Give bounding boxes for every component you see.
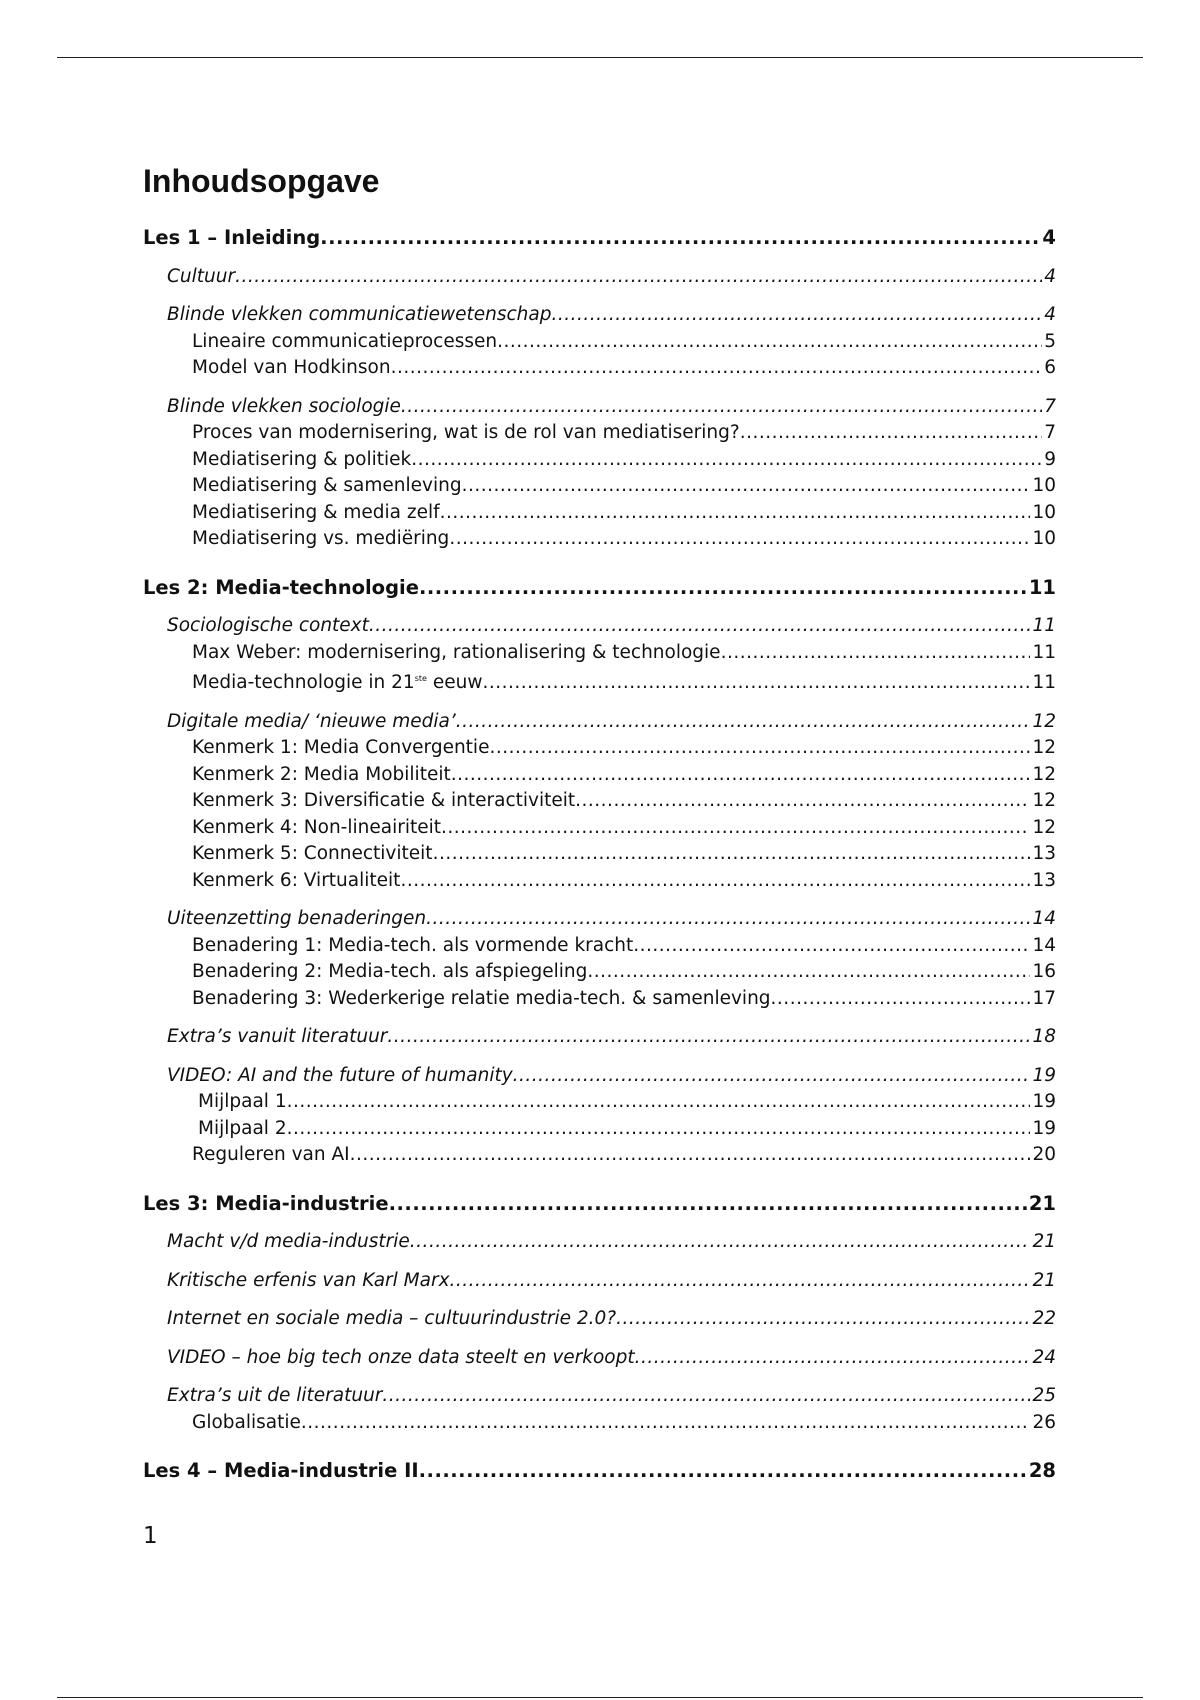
toc-entry-page: 22: [1032, 1308, 1056, 1330]
toc-entry-title: Extra’s vanuit literatuur: [167, 1026, 388, 1048]
dot-leader: [633, 933, 1030, 960]
dot-leader: [287, 1089, 1031, 1116]
toc-entry-title: Kenmerk 3: Diversificatie & interactiviteit: [192, 790, 576, 812]
toc-entry-video-ai-future[interactable]: [143, 1063, 1056, 1090]
toc-entry-page: 11: [1032, 672, 1056, 694]
dot-leader: [391, 355, 1043, 382]
toc-entry-page: 11: [1032, 641, 1056, 663]
dot-leader: [410, 1229, 1031, 1256]
toc-entry-page: 4: [1044, 265, 1056, 287]
toc-entry-title: Benadering 1: Media-tech. als vormende kracht: [192, 934, 634, 956]
toc-entry-title: Proces van modernisering, wat is de rol van mediatisering?: [192, 422, 740, 443]
toc-entry-video-big-tech[interactable]: [143, 1345, 1056, 1372]
dot-leader: [456, 709, 1031, 736]
toc-entry-mediatisering-media-zelf[interactable]: [143, 500, 1056, 527]
toc-entry-title: Macht v/d media-industrie: [167, 1231, 410, 1253]
dot-leader: [575, 788, 1030, 815]
toc-entry-extras-uit-literatuur[interactable]: [143, 1383, 1056, 1410]
dot-leader: [450, 1268, 1031, 1295]
toc-entry-page: 26: [1032, 1411, 1056, 1433]
toc-entry-page: 19: [1032, 1091, 1056, 1113]
dot-leader: [482, 670, 1030, 697]
toc-entry-page: 12: [1032, 816, 1056, 838]
toc-entry-page: 12: [1032, 737, 1056, 759]
toc-entry-title: Extra’s uit de literatuur: [167, 1385, 383, 1407]
toc-entry-title: Internet en sociale media – cultuurindustrie 2.0?: [167, 1308, 617, 1330]
toc-entry-title: Benadering 2: Media-tech. als afspiegeling: [192, 961, 588, 983]
toc-entry-page: 10: [1032, 501, 1056, 523]
toc-entry-page: 14: [1032, 908, 1056, 930]
toc-entry-les4[interactable]: [143, 1458, 1056, 1485]
toc-entry-page: 4: [1044, 304, 1056, 325]
toc-entry-page: 20: [1032, 1144, 1056, 1166]
toc-entry-kenmerk-4[interactable]: [143, 815, 1056, 842]
toc-entry-title: Kenmerk 6: Virtualiteit: [192, 869, 401, 891]
toc-entry-title: Cultuur: [167, 265, 236, 287]
toc-entry-blinde-vlekken-sociologie[interactable]: [143, 394, 1056, 421]
toc-entry-sociologische-context[interactable]: [143, 613, 1056, 640]
dot-leader: [551, 302, 1042, 329]
table-of-contents: [143, 225, 1056, 1485]
dot-leader: [369, 613, 1031, 640]
toc-entry-cultuur[interactable]: [143, 264, 1056, 291]
dot-leader: [411, 447, 1042, 474]
toc-entry-proces-modernisering[interactable]: [143, 420, 1056, 447]
toc-entry-media-technologie-21ste-eeuw[interactable]: [143, 666, 1056, 697]
page-title: Inhoudsopgave: [143, 163, 380, 199]
toc-entry-mediatisering-politiek[interactable]: [143, 447, 1056, 474]
toc-entry-title: Blinde vlekken communicatiewetenschap: [167, 304, 552, 325]
dot-leader: [489, 735, 1030, 762]
dot-leader: [350, 1142, 1031, 1169]
toc-entry-mediatisering-vs-mediering[interactable]: [143, 526, 1056, 553]
toc-entry-blinde-vlekken-communicatie[interactable]: [143, 302, 1056, 329]
dot-leader: [433, 841, 1031, 868]
dot-leader: [740, 420, 1043, 447]
toc-entry-mediatisering-samenleving[interactable]: [143, 473, 1056, 500]
toc-entry-extras-literatuur[interactable]: [143, 1024, 1056, 1051]
toc-entry-page: 9: [1044, 448, 1056, 470]
toc-entry-page: 7: [1044, 395, 1056, 417]
toc-entry-title: Kenmerk 4: Non-lineairiteit: [192, 816, 442, 838]
dot-leader: [497, 329, 1042, 356]
toc-entry-les1[interactable]: [143, 225, 1056, 252]
dot-leader: [616, 1306, 1030, 1333]
dot-leader: [513, 1063, 1031, 1090]
toc-entry-title: Blinde vlekken sociologie: [167, 395, 401, 417]
toc-entry-page: 24: [1032, 1346, 1056, 1368]
toc-entry-title: VIDEO: AI and the future of humanity: [167, 1064, 513, 1086]
toc-entry-benadering-3[interactable]: [143, 986, 1056, 1013]
footer-rule: [57, 1697, 1143, 1698]
toc-entry-page: 12: [1032, 710, 1056, 732]
toc-entry-kenmerk-6[interactable]: [143, 868, 1056, 895]
toc-entry-title: VIDEO – hoe big tech onze data steelt en verkoopt: [167, 1346, 635, 1368]
toc-entry-title: Globalisatie: [192, 1411, 301, 1433]
toc-entry-page: 21: [1032, 1231, 1056, 1253]
dot-leader: [320, 225, 1040, 252]
toc-entry-title: Benadering 3: Wederkerige relatie media-tech. & samenleving: [192, 987, 771, 1009]
toc-entry-globalisatie[interactable]: [143, 1410, 1056, 1437]
dot-leader: [419, 1458, 1027, 1485]
toc-entry-page: 13: [1032, 843, 1056, 865]
toc-entry-page: 6: [1044, 357, 1056, 378]
toc-entry-title: Mediatisering & media zelf: [192, 501, 440, 523]
toc-entry-title: Kenmerk 5: Connectiviteit: [192, 843, 433, 865]
toc-entry-page: 17: [1032, 987, 1056, 1009]
toc-entry-page: 21: [1028, 1191, 1056, 1215]
dot-leader: [721, 640, 1031, 667]
toc-entry-title: Mijlpaal 1: [198, 1091, 287, 1113]
toc-entry-page: 19: [1032, 1117, 1056, 1139]
dot-leader: [771, 986, 1031, 1013]
toc-entry-page: 19: [1032, 1064, 1056, 1086]
title-prefix: Media-technologie in 21: [192, 672, 415, 694]
dot-leader: [400, 868, 1030, 895]
toc-entry-page: 28: [1028, 1459, 1056, 1483]
page-number: 1: [143, 1523, 158, 1549]
toc-entry-kenmerk-2[interactable]: [143, 762, 1056, 789]
dot-leader: [462, 473, 1031, 500]
toc-entry-model-hodkinson[interactable]: [143, 355, 1056, 382]
toc-entry-digitale-media[interactable]: [143, 709, 1056, 736]
toc-entry-page: 11: [1028, 575, 1056, 599]
toc-entry-title: Kenmerk 1: Media Convergentie: [192, 737, 490, 759]
toc-entry-les3[interactable]: [143, 1191, 1056, 1218]
toc-entry-page: 10: [1032, 475, 1056, 496]
dot-leader: [635, 1345, 1031, 1372]
toc-entry-kenmerk-3[interactable]: [143, 788, 1056, 815]
dot-leader: [387, 1024, 1030, 1051]
toc-entry-karl-marx[interactable]: [143, 1268, 1056, 1295]
toc-entry-title: Mediatisering & samenleving: [192, 475, 462, 496]
toc-entry-reguleren-ai[interactable]: [143, 1142, 1056, 1169]
toc-entry-benadering-2[interactable]: [143, 959, 1056, 986]
toc-entry-page: 18: [1032, 1026, 1056, 1048]
toc-entry-macht-media-industrie[interactable]: [143, 1229, 1056, 1256]
toc-entry-title: Mediatisering vs. mediëring: [192, 528, 450, 549]
toc-entry-title: Lineaire communicatieprocessen: [192, 330, 498, 352]
toc-entry-title: Les 2: Media-technologie: [143, 575, 419, 599]
toc-entry-title: Kritische erfenis van Karl Marx: [167, 1269, 450, 1291]
toc-entry-page: 12: [1032, 790, 1056, 812]
toc-entry-page: 4: [1042, 226, 1056, 249]
dot-leader: [451, 762, 1031, 789]
dot-leader: [449, 526, 1030, 553]
dot-leader: [382, 1383, 1030, 1410]
toc-entry-uiteenzetting-benaderingen[interactable]: [143, 906, 1056, 933]
dot-leader: [287, 1116, 1031, 1143]
toc-entry-page: 21: [1032, 1269, 1056, 1291]
toc-entry-title: Uiteenzetting benaderingen: [167, 908, 427, 930]
toc-entry-title: Les 3: Media-industrie: [143, 1191, 389, 1215]
dot-leader: [235, 264, 1042, 291]
dot-leader: [301, 1410, 1031, 1437]
title-suffix: eeuw: [426, 672, 483, 694]
toc-entry-title: Model van Hodkinson: [192, 357, 391, 378]
title-superscript: ste: [414, 674, 427, 683]
toc-entry-max-weber[interactable]: [143, 640, 1056, 667]
dot-leader: [389, 1191, 1027, 1218]
toc-entry-title: Digitale media/ ‘nieuwe media’: [167, 710, 456, 732]
toc-entry-title: Sociologische context: [167, 615, 369, 636]
dot-leader: [441, 815, 1030, 842]
toc-entry-title: Les 1 – Inleiding: [143, 226, 321, 249]
toc-entry-benadering-1[interactable]: [143, 933, 1056, 960]
header-rule: [57, 57, 1143, 58]
toc-entry-lineaire-communicatieprocessen[interactable]: [143, 329, 1056, 356]
toc-entry-kenmerk-1[interactable]: [143, 735, 1056, 762]
toc-entry-page: 12: [1032, 763, 1056, 785]
toc-entry-title: Les 4 – Media-industrie II: [143, 1459, 419, 1483]
toc-entry-title: Kenmerk 2: Media Mobiliteit: [192, 763, 451, 785]
toc-entry-page: 14: [1032, 934, 1056, 956]
toc-entry-internet-sociale-media[interactable]: [143, 1306, 1056, 1333]
toc-entry-page: 5: [1044, 330, 1056, 352]
dot-leader: [587, 959, 1030, 986]
dot-leader: [419, 575, 1027, 602]
toc-entry-mijlpaal-1[interactable]: [143, 1089, 1056, 1116]
toc-entry-title: [192, 666, 482, 697]
toc-entry-page: 13: [1032, 869, 1056, 891]
toc-entry-kenmerk-5[interactable]: [143, 841, 1056, 868]
dot-leader: [426, 906, 1030, 933]
toc-entry-mijlpaal-2[interactable]: [143, 1116, 1056, 1143]
toc-entry-les2[interactable]: [143, 575, 1056, 602]
toc-entry-page: 11: [1032, 615, 1056, 636]
dot-leader: [401, 394, 1042, 421]
toc-entry-page: 10: [1032, 528, 1056, 549]
toc-entry-page: 16: [1032, 961, 1056, 983]
toc-entry-page: 7: [1044, 422, 1056, 443]
toc-entry-title: Reguleren van AI: [192, 1144, 350, 1166]
toc-entry-title: Mijlpaal 2: [198, 1117, 287, 1139]
toc-entry-title: Max Weber: modernisering, rationalisering & technologie: [192, 641, 721, 663]
dot-leader: [440, 500, 1031, 527]
toc-entry-title: Mediatisering & politiek: [192, 448, 412, 470]
toc-entry-page: 25: [1032, 1385, 1056, 1407]
